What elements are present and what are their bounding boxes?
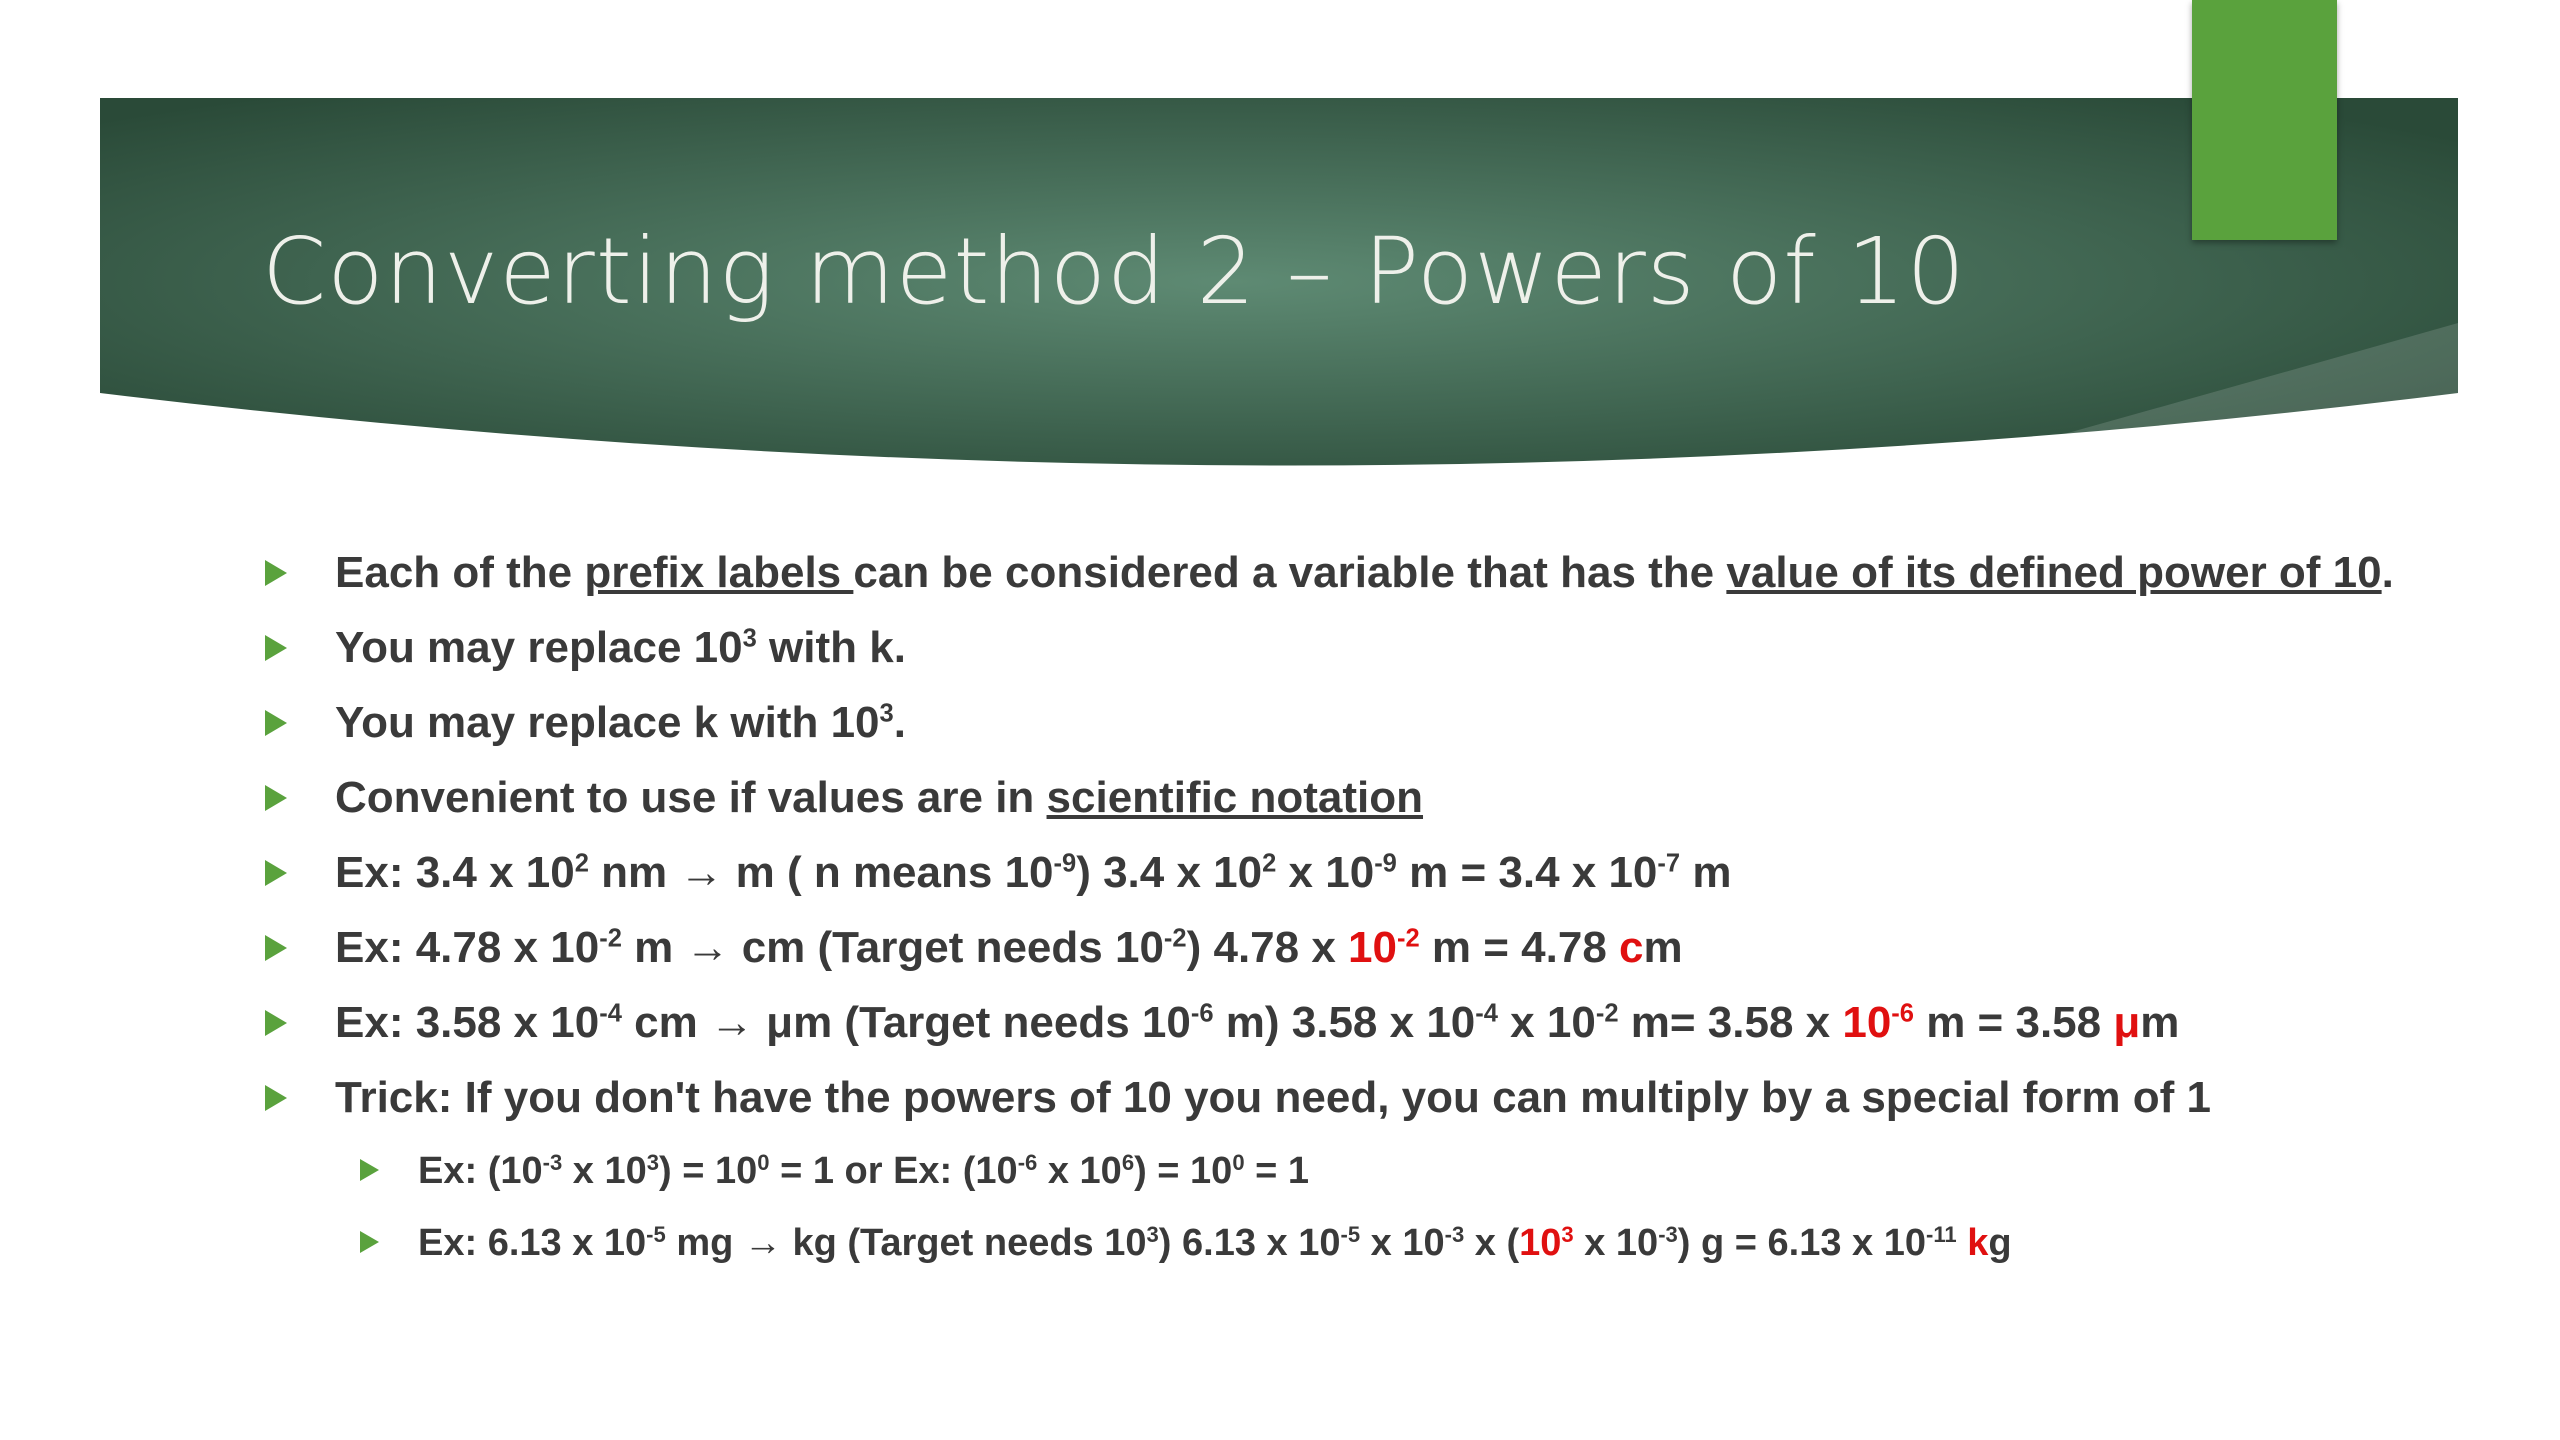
text-segment: nm → m ( n means 10	[588, 848, 1054, 897]
text-segment: m = 3.58	[1913, 998, 2114, 1047]
text-segment: ) 3.4 x 10	[1076, 848, 1263, 897]
text-segment: m	[1680, 848, 1732, 897]
text-segment: -5	[1340, 1221, 1361, 1247]
text-segment: -2	[1595, 999, 1619, 1028]
text-segment: 2	[574, 849, 589, 878]
sub-bullet-item	[360, 1220, 2465, 1266]
text-segment: -5	[646, 1221, 666, 1247]
text-segment: -2	[1397, 924, 1420, 953]
text-segment: Trick: If you don't have the powers of 10 you need, you can multiply by a special form of 1	[335, 1073, 2211, 1122]
text-segment: -11	[1926, 1221, 1957, 1247]
text-segment: 10	[1348, 923, 1397, 972]
bullet-item	[265, 548, 2495, 598]
text-segment: 0	[1232, 1149, 1245, 1175]
text-segment: with k.	[756, 623, 906, 672]
text-segment: prefix labels	[584, 548, 854, 597]
text-segment: -2	[599, 924, 622, 953]
text-segment: 3	[1561, 1221, 1574, 1247]
bullet-arrow-icon	[265, 710, 287, 736]
text-segment: You may replace k with 10	[335, 698, 880, 747]
text-segment: Convenient to use if values are in	[335, 773, 1047, 822]
text-segment: -6	[1190, 999, 1214, 1028]
text-segment: 3	[646, 1149, 660, 1175]
bullet-arrow-icon	[360, 1231, 379, 1253]
bullet-arrow-icon	[265, 935, 287, 961]
bullet-item	[265, 998, 2465, 1048]
text-segment: can be considered a variable that has the	[853, 548, 1727, 597]
text-segment: x 10	[1037, 1150, 1122, 1192]
bullet-item	[265, 623, 2465, 673]
text-segment: ) 6.13 x 10	[1158, 1222, 1341, 1264]
bullet-text	[335, 548, 2394, 597]
text-segment	[1957, 1222, 1968, 1264]
text-segment: x 10	[1497, 998, 1596, 1047]
text-segment: -3	[1444, 1221, 1465, 1247]
text-segment: .	[893, 698, 906, 747]
text-segment: ) = 10	[1134, 1150, 1233, 1192]
text-segment: ) = 10	[659, 1150, 758, 1192]
bullet-arrow-icon	[265, 635, 287, 661]
text-segment: Ex: (10	[418, 1150, 543, 1192]
text-segment: 3	[879, 699, 894, 728]
slide-title: Converting method 2 – Powers of 10	[262, 218, 1966, 325]
text-segment: -6	[1017, 1149, 1038, 1175]
text-segment: Ex: 4.78 x 10	[335, 923, 600, 972]
bullet-text	[418, 1222, 2012, 1264]
accent-tab	[2192, 0, 2337, 240]
bullet-text	[335, 773, 1423, 822]
bullet-text	[335, 998, 2179, 1047]
text-segment: -7	[1657, 849, 1681, 878]
text-segment: Ex: 6.13 x 10	[418, 1222, 647, 1264]
bullet-arrow-icon	[265, 1085, 287, 1111]
bullet-item	[265, 698, 2465, 748]
text-segment: mg → kg (Target needs 10	[665, 1222, 1147, 1264]
bullet-item	[265, 848, 2465, 898]
text-segment: m = 4.78	[1419, 923, 1620, 972]
bullet-text	[335, 923, 1683, 972]
text-segment: = 1	[1244, 1150, 1310, 1192]
text-segment: 3	[1146, 1221, 1159, 1247]
text-segment: x (	[1464, 1222, 1520, 1264]
text-segment: 10	[1519, 1222, 1562, 1264]
text-segment: 6	[1121, 1149, 1135, 1175]
text-segment: .	[2381, 548, 2394, 597]
text-segment: m = 3.4 x 10	[1396, 848, 1658, 897]
text-segment: Ex: 3.58 x 10	[335, 998, 600, 1047]
text-segment: ) g = 6.13 x 10	[1677, 1222, 1926, 1264]
text-segment: x 10	[1276, 848, 1375, 897]
sub-bullet-item	[360, 1148, 2465, 1194]
text-segment: g	[1988, 1222, 2012, 1264]
text-segment: ) 4.78 x	[1186, 923, 1349, 972]
bullet-arrow-icon	[265, 560, 287, 586]
text-segment: x 10	[562, 1150, 647, 1192]
text-segment: m	[1643, 923, 1683, 972]
text-segment: -6	[1891, 999, 1914, 1028]
bullet-text	[335, 698, 906, 747]
bullet-text	[335, 623, 906, 672]
text-segment: -9	[1374, 849, 1397, 878]
text-segment: value of its defined power of 10	[1726, 548, 2382, 597]
text-segment: m= 3.58 x	[1618, 998, 1843, 1047]
text-segment: k	[1967, 1222, 1989, 1264]
text-segment: x 10	[1360, 1222, 1445, 1264]
bullet-arrow-icon	[265, 860, 287, 886]
text-segment: scientific notation	[1046, 773, 1424, 822]
bullet-item	[265, 1073, 2465, 1123]
bullet-arrow-icon	[360, 1159, 379, 1181]
text-segment: c	[1619, 923, 1644, 972]
text-segment: Each of the	[335, 548, 585, 597]
text-segment: -9	[1053, 849, 1077, 878]
bullet-arrow-icon	[265, 1010, 287, 1036]
text-segment: You may replace 10	[335, 623, 743, 672]
text-segment: x 10	[1573, 1222, 1659, 1264]
bullet-item	[265, 773, 2465, 823]
bullet-text	[418, 1150, 1309, 1192]
text-segment: m) 3.58 x 10	[1213, 998, 1476, 1047]
text-segment: m	[2140, 998, 2180, 1047]
text-segment: -2	[1163, 924, 1187, 953]
text-segment: 10	[1842, 998, 1892, 1047]
text-segment: 0	[757, 1149, 770, 1175]
bullet-item	[265, 923, 2465, 973]
text-segment: -3	[542, 1149, 563, 1175]
bullet-arrow-icon	[265, 785, 287, 811]
text-segment: cm → μm (Target needs 10	[621, 998, 1191, 1047]
text-segment: 3	[742, 624, 757, 653]
text-segment: Ex: 3.4 x 10	[335, 848, 575, 897]
bullet-text	[335, 848, 1731, 897]
text-segment: = 1 or Ex: (10	[769, 1150, 1018, 1192]
text-segment: -3	[1658, 1221, 1678, 1247]
text-segment: -4	[1475, 999, 1498, 1028]
bullet-text	[335, 1073, 2211, 1122]
bullet-list	[265, 548, 2465, 1292]
text-segment: 2	[1262, 849, 1277, 878]
text-segment: μ	[2113, 998, 2141, 1047]
text-segment: -4	[599, 999, 622, 1028]
text-segment: m → cm (Target needs 10	[621, 923, 1164, 972]
